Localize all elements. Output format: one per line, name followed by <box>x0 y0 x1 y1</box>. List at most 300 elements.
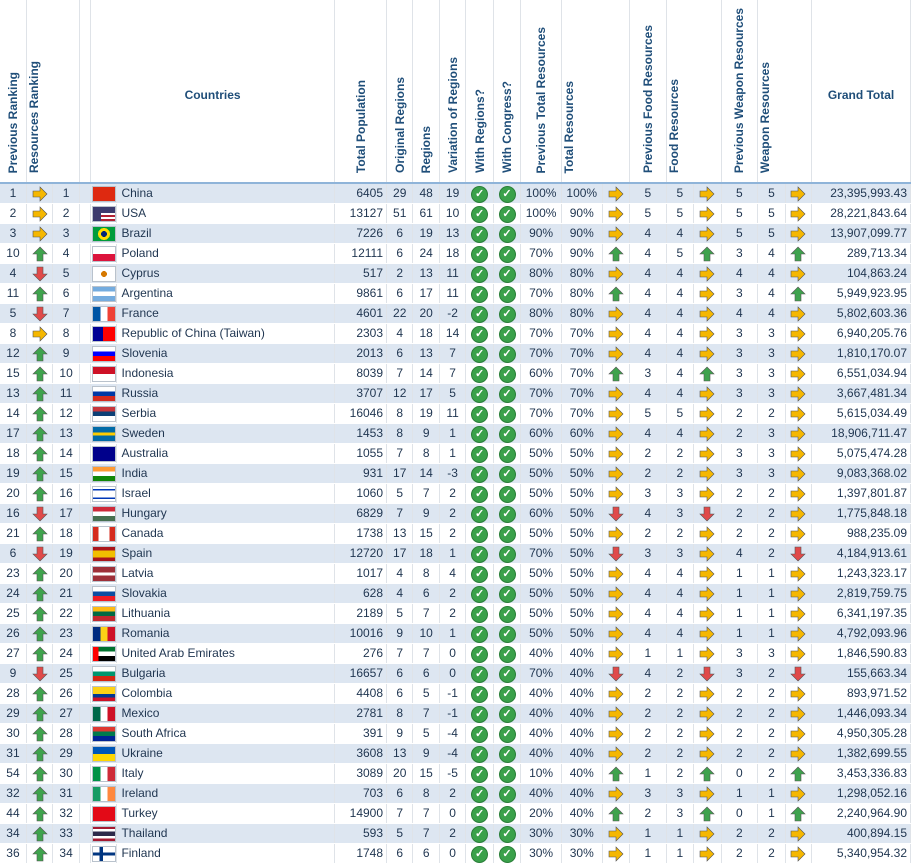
cell-original-regions[interactable]: 6 <box>387 684 413 704</box>
cell-variation-of-regions[interactable]: -5 <box>439 764 465 784</box>
cell-resources-ranking[interactable]: 5 <box>53 264 79 284</box>
cell-previous-ranking[interactable]: 31 <box>0 744 26 764</box>
table-row[interactable] <box>0 784 911 804</box>
cell-weapon-resources[interactable]: 5 <box>758 204 785 224</box>
cell-variation-of-regions[interactable]: 1 <box>439 624 465 644</box>
cell-weapon-resources[interactable]: 2 <box>758 544 785 564</box>
cell-country[interactable]: Indonesia <box>117 364 335 384</box>
cell-variation-of-regions[interactable]: 0 <box>439 844 465 864</box>
cell-resources-ranking[interactable]: 33 <box>53 824 79 844</box>
cell-previous-weapon-resources[interactable]: 2 <box>721 844 758 864</box>
cell-food-resources[interactable]: 1 <box>666 844 693 864</box>
table-row[interactable] <box>0 704 911 724</box>
cell-regions[interactable]: 15 <box>413 524 439 544</box>
cell-resources-ranking[interactable]: 24 <box>53 644 79 664</box>
cell-previous-food-resources[interactable]: 1 <box>630 844 667 864</box>
cell-country[interactable]: Turkey <box>117 804 335 824</box>
cell-total-resources[interactable]: 40% <box>561 644 602 664</box>
cell-regions[interactable]: 61 <box>413 204 439 224</box>
cell-regions[interactable]: 7 <box>413 824 439 844</box>
table-row[interactable] <box>0 724 911 744</box>
cell-previous-total-resources[interactable]: 70% <box>521 324 562 344</box>
cell-previous-food-resources[interactable]: 1 <box>630 644 667 664</box>
cell-original-regions[interactable]: 6 <box>387 284 413 304</box>
cell-country[interactable]: India <box>117 464 335 484</box>
cell-previous-food-resources[interactable]: 5 <box>630 404 667 424</box>
cell-food-resources[interactable]: 4 <box>666 264 693 284</box>
cell-resources-ranking[interactable]: 19 <box>53 544 79 564</box>
cell-previous-food-resources[interactable]: 2 <box>630 704 667 724</box>
cell-regions[interactable]: 6 <box>413 664 439 684</box>
header-total-population[interactable]: Total Population <box>335 0 387 183</box>
cell-variation-of-regions[interactable]: 10 <box>439 204 465 224</box>
table-row[interactable] <box>0 844 911 864</box>
cell-country[interactable]: Sweden <box>117 424 335 444</box>
cell-food-resources[interactable]: 4 <box>666 584 693 604</box>
cell-weapon-resources[interactable]: 1 <box>758 564 785 584</box>
cell-resources-ranking[interactable]: 18 <box>53 524 79 544</box>
cell-total-resources[interactable]: 50% <box>561 604 602 624</box>
header-with-regions[interactable]: With Regions? <box>466 0 493 183</box>
cell-regions[interactable]: 24 <box>413 244 439 264</box>
cell-grand-total[interactable]: 1,446,093.34 <box>812 704 911 724</box>
cell-total-resources[interactable]: 50% <box>561 464 602 484</box>
cell-previous-weapon-resources[interactable]: 1 <box>721 564 758 584</box>
cell-previous-food-resources[interactable]: 4 <box>630 264 667 284</box>
table-row[interactable] <box>0 284 911 304</box>
cell-grand-total[interactable]: 5,802,603.36 <box>812 304 911 324</box>
cell-regions[interactable]: 17 <box>413 384 439 404</box>
cell-previous-ranking[interactable]: 8 <box>0 324 26 344</box>
cell-total-population[interactable]: 16046 <box>335 404 387 424</box>
cell-weapon-resources[interactable]: 1 <box>758 624 785 644</box>
cell-previous-ranking[interactable]: 32 <box>0 784 26 804</box>
cell-food-resources[interactable]: 2 <box>666 744 693 764</box>
cell-previous-ranking[interactable]: 2 <box>0 204 26 224</box>
cell-grand-total[interactable]: 155,663.34 <box>812 664 911 684</box>
cell-total-resources[interactable]: 80% <box>561 304 602 324</box>
cell-previous-weapon-resources[interactable]: 2 <box>721 524 758 544</box>
header-with-congress[interactable]: With Congress? <box>493 0 520 183</box>
cell-total-resources[interactable]: 40% <box>561 664 602 684</box>
cell-previous-total-resources[interactable]: 70% <box>521 344 562 364</box>
cell-regions[interactable]: 8 <box>413 564 439 584</box>
cell-previous-ranking[interactable]: 13 <box>0 384 26 404</box>
cell-previous-ranking[interactable]: 4 <box>0 264 26 284</box>
cell-food-resources[interactable]: 4 <box>666 364 693 384</box>
cell-previous-total-resources[interactable]: 30% <box>521 844 562 864</box>
cell-variation-of-regions[interactable]: 2 <box>439 824 465 844</box>
cell-weapon-resources[interactable]: 2 <box>758 764 785 784</box>
cell-country[interactable]: Italy <box>117 764 335 784</box>
cell-previous-weapon-resources[interactable]: 4 <box>721 544 758 564</box>
table-row[interactable] <box>0 584 911 604</box>
cell-resources-ranking[interactable]: 27 <box>53 704 79 724</box>
cell-total-resources[interactable]: 40% <box>561 724 602 744</box>
cell-food-resources[interactable]: 5 <box>666 204 693 224</box>
cell-grand-total[interactable]: 988,235.09 <box>812 524 911 544</box>
cell-resources-ranking[interactable]: 16 <box>53 484 79 504</box>
cell-regions[interactable]: 5 <box>413 724 439 744</box>
cell-weapon-resources[interactable]: 2 <box>758 504 785 524</box>
cell-regions[interactable]: 8 <box>413 444 439 464</box>
cell-resources-ranking[interactable]: 1 <box>53 183 79 204</box>
cell-previous-total-resources[interactable]: 40% <box>521 704 562 724</box>
cell-previous-total-resources[interactable]: 50% <box>521 484 562 504</box>
cell-previous-total-resources[interactable]: 50% <box>521 584 562 604</box>
cell-weapon-resources[interactable]: 2 <box>758 824 785 844</box>
header-previous-food-resources[interactable]: Previous Food Resources <box>630 0 667 183</box>
table-row[interactable] <box>0 524 911 544</box>
cell-grand-total[interactable]: 2,240,964.90 <box>812 804 911 824</box>
cell-total-population[interactable]: 3089 <box>335 764 387 784</box>
cell-previous-weapon-resources[interactable]: 3 <box>721 344 758 364</box>
cell-food-resources[interactable]: 5 <box>666 244 693 264</box>
cell-resources-ranking[interactable]: 17 <box>53 504 79 524</box>
cell-total-resources[interactable]: 70% <box>561 404 602 424</box>
cell-previous-weapon-resources[interactable]: 4 <box>721 304 758 324</box>
table-row[interactable] <box>0 804 911 824</box>
cell-total-population[interactable]: 4408 <box>335 684 387 704</box>
table-row[interactable] <box>0 344 911 364</box>
cell-total-population[interactable]: 6829 <box>335 504 387 524</box>
cell-variation-of-regions[interactable]: 0 <box>439 804 465 824</box>
cell-previous-weapon-resources[interactable]: 3 <box>721 364 758 384</box>
cell-weapon-resources[interactable]: 2 <box>758 664 785 684</box>
cell-food-resources[interactable]: 3 <box>666 784 693 804</box>
cell-previous-total-resources[interactable]: 50% <box>521 524 562 544</box>
cell-regions[interactable]: 19 <box>413 404 439 424</box>
header-resources-ranking[interactable]: Resources Ranking <box>26 0 79 183</box>
header-grand-total[interactable]: Grand Total <box>812 0 911 183</box>
cell-grand-total[interactable]: 1,243,323.17 <box>812 564 911 584</box>
cell-grand-total[interactable]: 5,075,474.28 <box>812 444 911 464</box>
cell-previous-weapon-resources[interactable]: 1 <box>721 584 758 604</box>
cell-weapon-resources[interactable]: 2 <box>758 744 785 764</box>
cell-weapon-resources[interactable]: 4 <box>758 264 785 284</box>
cell-resources-ranking[interactable]: 28 <box>53 724 79 744</box>
cell-weapon-resources[interactable]: 4 <box>758 304 785 324</box>
cell-previous-food-resources[interactable]: 4 <box>630 344 667 364</box>
cell-total-resources[interactable]: 50% <box>561 524 602 544</box>
cell-grand-total[interactable]: 3,453,336.83 <box>812 764 911 784</box>
cell-previous-food-resources[interactable]: 4 <box>630 584 667 604</box>
cell-regions[interactable]: 18 <box>413 544 439 564</box>
cell-previous-total-resources[interactable]: 40% <box>521 684 562 704</box>
cell-original-regions[interactable]: 7 <box>387 804 413 824</box>
cell-variation-of-regions[interactable]: 2 <box>439 784 465 804</box>
cell-resources-ranking[interactable]: 12 <box>53 404 79 424</box>
cell-previous-total-resources[interactable]: 70% <box>521 384 562 404</box>
cell-weapon-resources[interactable]: 2 <box>758 524 785 544</box>
cell-previous-weapon-resources[interactable]: 3 <box>721 244 758 264</box>
cell-previous-ranking[interactable]: 12 <box>0 344 26 364</box>
cell-total-population[interactable]: 2189 <box>335 604 387 624</box>
cell-food-resources[interactable]: 4 <box>666 604 693 624</box>
header-variation-of-regions[interactable]: Variation of Regions <box>439 0 465 183</box>
cell-country[interactable]: China <box>117 183 335 204</box>
cell-resources-ranking[interactable]: 10 <box>53 364 79 384</box>
cell-food-resources[interactable]: 1 <box>666 824 693 844</box>
cell-grand-total[interactable]: 1,397,801.87 <box>812 484 911 504</box>
cell-total-population[interactable]: 10016 <box>335 624 387 644</box>
cell-regions[interactable]: 7 <box>413 604 439 624</box>
cell-total-resources[interactable]: 50% <box>561 624 602 644</box>
cell-previous-food-resources[interactable]: 5 <box>630 204 667 224</box>
cell-country[interactable]: Latvia <box>117 564 335 584</box>
cell-previous-ranking[interactable]: 25 <box>0 604 26 624</box>
cell-previous-ranking[interactable]: 20 <box>0 484 26 504</box>
cell-grand-total[interactable]: 28,221,843.64 <box>812 204 911 224</box>
cell-grand-total[interactable]: 13,907,099.77 <box>812 224 911 244</box>
cell-previous-total-resources[interactable]: 50% <box>521 624 562 644</box>
cell-grand-total[interactable]: 4,184,913.61 <box>812 544 911 564</box>
cell-total-resources[interactable]: 90% <box>561 244 602 264</box>
header-previous-weapon-resources[interactable]: Previous Weapon Resources <box>721 0 758 183</box>
cell-food-resources[interactable]: 4 <box>666 344 693 364</box>
cell-weapon-resources[interactable]: 3 <box>758 344 785 364</box>
cell-previous-food-resources[interactable]: 4 <box>630 664 667 684</box>
cell-country[interactable]: Spain <box>117 544 335 564</box>
cell-total-population[interactable]: 1055 <box>335 444 387 464</box>
cell-weapon-resources[interactable]: 1 <box>758 584 785 604</box>
cell-previous-weapon-resources[interactable]: 2 <box>721 824 758 844</box>
cell-weapon-resources[interactable]: 2 <box>758 704 785 724</box>
cell-variation-of-regions[interactable]: 11 <box>439 264 465 284</box>
cell-previous-ranking[interactable]: 16 <box>0 504 26 524</box>
cell-country[interactable]: Brazil <box>117 224 335 244</box>
table-row[interactable] <box>0 484 911 504</box>
cell-weapon-resources[interactable]: 3 <box>758 464 785 484</box>
table-row[interactable] <box>0 544 911 564</box>
cell-variation-of-regions[interactable]: 7 <box>439 364 465 384</box>
cell-weapon-resources[interactable]: 2 <box>758 404 785 424</box>
table-row[interactable] <box>0 604 911 624</box>
cell-grand-total[interactable]: 1,775,848.18 <box>812 504 911 524</box>
table-row[interactable] <box>0 624 911 644</box>
cell-variation-of-regions[interactable]: 1 <box>439 424 465 444</box>
cell-previous-total-resources[interactable]: 50% <box>521 604 562 624</box>
cell-food-resources[interactable]: 4 <box>666 624 693 644</box>
cell-country[interactable]: Canada <box>117 524 335 544</box>
table-row[interactable] <box>0 204 911 224</box>
cell-total-population[interactable]: 593 <box>335 824 387 844</box>
cell-previous-total-resources[interactable]: 80% <box>521 264 562 284</box>
cell-original-regions[interactable]: 4 <box>387 584 413 604</box>
table-row[interactable] <box>0 424 911 444</box>
cell-country[interactable]: Lithuania <box>117 604 335 624</box>
cell-total-population[interactable]: 931 <box>335 464 387 484</box>
cell-country[interactable]: Argentina <box>117 284 335 304</box>
cell-regions[interactable]: 18 <box>413 324 439 344</box>
cell-resources-ranking[interactable]: 11 <box>53 384 79 404</box>
cell-grand-total[interactable]: 1,298,052.16 <box>812 784 911 804</box>
cell-previous-total-resources[interactable]: 60% <box>521 364 562 384</box>
cell-previous-weapon-resources[interactable]: 3 <box>721 464 758 484</box>
cell-previous-food-resources[interactable]: 4 <box>630 624 667 644</box>
cell-food-resources[interactable]: 3 <box>666 504 693 524</box>
cell-weapon-resources[interactable]: 4 <box>758 244 785 264</box>
cell-grand-total[interactable]: 5,340,954.32 <box>812 844 911 864</box>
cell-country[interactable]: Russia <box>117 384 335 404</box>
cell-resources-ranking[interactable]: 23 <box>53 624 79 644</box>
cell-country[interactable]: Colombia <box>117 684 335 704</box>
cell-original-regions[interactable]: 9 <box>387 724 413 744</box>
cell-total-resources[interactable]: 50% <box>561 484 602 504</box>
cell-previous-weapon-resources[interactable]: 2 <box>721 404 758 424</box>
cell-previous-food-resources[interactable]: 4 <box>630 224 667 244</box>
cell-original-regions[interactable]: 13 <box>387 744 413 764</box>
cell-previous-ranking[interactable]: 14 <box>0 404 26 424</box>
cell-previous-total-resources[interactable]: 100% <box>521 183 562 204</box>
cell-resources-ranking[interactable]: 20 <box>53 564 79 584</box>
cell-total-resources[interactable]: 40% <box>561 764 602 784</box>
cell-previous-total-resources[interactable]: 90% <box>521 224 562 244</box>
cell-total-population[interactable]: 9861 <box>335 284 387 304</box>
cell-resources-ranking[interactable]: 34 <box>53 844 79 864</box>
header-previous-ranking[interactable]: Previous Ranking <box>0 0 26 183</box>
cell-previous-ranking[interactable]: 5 <box>0 304 26 324</box>
cell-regions[interactable]: 6 <box>413 844 439 864</box>
cell-original-regions[interactable]: 4 <box>387 564 413 584</box>
cell-total-population[interactable]: 517 <box>335 264 387 284</box>
cell-previous-food-resources[interactable]: 2 <box>630 684 667 704</box>
cell-previous-weapon-resources[interactable]: 2 <box>721 504 758 524</box>
cell-regions[interactable]: 19 <box>413 224 439 244</box>
cell-previous-food-resources[interactable]: 4 <box>630 304 667 324</box>
cell-total-resources[interactable]: 50% <box>561 444 602 464</box>
cell-previous-food-resources[interactable]: 4 <box>630 504 667 524</box>
cell-previous-food-resources[interactable]: 1 <box>630 764 667 784</box>
cell-variation-of-regions[interactable]: 11 <box>439 404 465 424</box>
cell-original-regions[interactable]: 7 <box>387 364 413 384</box>
cell-total-population[interactable]: 13127 <box>335 204 387 224</box>
cell-food-resources[interactable]: 2 <box>666 724 693 744</box>
cell-previous-food-resources[interactable]: 2 <box>630 464 667 484</box>
cell-total-resources[interactable]: 50% <box>561 504 602 524</box>
cell-resources-ranking[interactable]: 25 <box>53 664 79 684</box>
cell-weapon-resources[interactable]: 2 <box>758 844 785 864</box>
cell-grand-total[interactable]: 5,949,923.95 <box>812 284 911 304</box>
cell-weapon-resources[interactable]: 5 <box>758 224 785 244</box>
cell-original-regions[interactable]: 6 <box>387 344 413 364</box>
cell-weapon-resources[interactable]: 5 <box>758 183 785 204</box>
cell-grand-total[interactable]: 893,971.52 <box>812 684 911 704</box>
cell-previous-weapon-resources[interactable]: 1 <box>721 604 758 624</box>
cell-weapon-resources[interactable]: 3 <box>758 424 785 444</box>
cell-resources-ranking[interactable]: 7 <box>53 304 79 324</box>
cell-food-resources[interactable]: 2 <box>666 764 693 784</box>
cell-variation-of-regions[interactable]: 13 <box>439 224 465 244</box>
cell-country[interactable]: USA <box>117 204 335 224</box>
cell-resources-ranking[interactable]: 4 <box>53 244 79 264</box>
cell-total-population[interactable]: 1738 <box>335 524 387 544</box>
cell-total-resources[interactable]: 40% <box>561 804 602 824</box>
cell-previous-food-resources[interactable]: 2 <box>630 444 667 464</box>
cell-original-regions[interactable]: 13 <box>387 524 413 544</box>
cell-country[interactable]: Finland <box>117 844 335 864</box>
cell-variation-of-regions[interactable]: -1 <box>439 684 465 704</box>
cell-variation-of-regions[interactable]: 4 <box>439 564 465 584</box>
cell-previous-total-resources[interactable]: 80% <box>521 304 562 324</box>
cell-total-resources[interactable]: 40% <box>561 704 602 724</box>
cell-total-population[interactable]: 2013 <box>335 344 387 364</box>
cell-resources-ranking[interactable]: 26 <box>53 684 79 704</box>
cell-weapon-resources[interactable]: 3 <box>758 384 785 404</box>
cell-total-population[interactable]: 4601 <box>335 304 387 324</box>
cell-country[interactable]: Slovenia <box>117 344 335 364</box>
cell-total-population[interactable]: 8039 <box>335 364 387 384</box>
cell-variation-of-regions[interactable]: -2 <box>439 304 465 324</box>
cell-resources-ranking[interactable]: 21 <box>53 584 79 604</box>
cell-previous-total-resources[interactable]: 70% <box>521 404 562 424</box>
cell-regions[interactable]: 9 <box>413 504 439 524</box>
cell-country[interactable]: Thailand <box>117 824 335 844</box>
cell-original-regions[interactable]: 12 <box>387 384 413 404</box>
cell-total-population[interactable]: 6405 <box>335 183 387 204</box>
cell-total-population[interactable]: 3608 <box>335 744 387 764</box>
cell-previous-ranking[interactable]: 44 <box>0 804 26 824</box>
cell-original-regions[interactable]: 20 <box>387 764 413 784</box>
cell-original-regions[interactable]: 6 <box>387 244 413 264</box>
cell-previous-food-resources[interactable]: 2 <box>630 724 667 744</box>
cell-country[interactable]: United Arab Emirates <box>117 644 335 664</box>
cell-country[interactable]: Romania <box>117 624 335 644</box>
cell-weapon-resources[interactable]: 1 <box>758 784 785 804</box>
cell-weapon-resources[interactable]: 3 <box>758 324 785 344</box>
cell-regions[interactable]: 7 <box>413 704 439 724</box>
table-row[interactable] <box>0 464 911 484</box>
cell-food-resources[interactable]: 3 <box>666 804 693 824</box>
cell-food-resources[interactable]: 3 <box>666 484 693 504</box>
cell-original-regions[interactable]: 8 <box>387 404 413 424</box>
cell-previous-ranking[interactable]: 23 <box>0 564 26 584</box>
cell-regions[interactable]: 6 <box>413 584 439 604</box>
cell-previous-weapon-resources[interactable]: 3 <box>721 384 758 404</box>
cell-variation-of-regions[interactable]: -4 <box>439 744 465 764</box>
cell-variation-of-regions[interactable]: 11 <box>439 284 465 304</box>
cell-weapon-resources[interactable]: 2 <box>758 484 785 504</box>
cell-previous-total-resources[interactable]: 100% <box>521 204 562 224</box>
cell-original-regions[interactable]: 6 <box>387 844 413 864</box>
table-row[interactable] <box>0 244 911 264</box>
cell-regions[interactable]: 9 <box>413 744 439 764</box>
cell-total-resources[interactable]: 90% <box>561 204 602 224</box>
cell-regions[interactable]: 17 <box>413 284 439 304</box>
cell-country[interactable]: France <box>117 304 335 324</box>
table-row[interactable] <box>0 664 911 684</box>
cell-grand-total[interactable]: 1,810,170.07 <box>812 344 911 364</box>
header-original-regions[interactable]: Original Regions <box>387 0 413 183</box>
cell-total-resources[interactable]: 40% <box>561 744 602 764</box>
cell-food-resources[interactable]: 2 <box>666 524 693 544</box>
cell-total-resources[interactable]: 80% <box>561 284 602 304</box>
cell-previous-weapon-resources[interactable]: 2 <box>721 724 758 744</box>
header-total-resources[interactable]: Total Resources <box>561 0 629 183</box>
cell-country[interactable]: Australia <box>117 444 335 464</box>
cell-original-regions[interactable]: 8 <box>387 424 413 444</box>
cell-previous-ranking[interactable]: 29 <box>0 704 26 724</box>
cell-previous-weapon-resources[interactable]: 2 <box>721 744 758 764</box>
header-countries[interactable]: Countries <box>91 0 335 183</box>
cell-total-population[interactable]: 2781 <box>335 704 387 724</box>
cell-grand-total[interactable]: 2,819,759.75 <box>812 584 911 604</box>
cell-resources-ranking[interactable]: 31 <box>53 784 79 804</box>
cell-original-regions[interactable]: 17 <box>387 544 413 564</box>
cell-original-regions[interactable]: 6 <box>387 664 413 684</box>
header-previous-total-resources[interactable]: Previous Total Resources <box>521 0 562 183</box>
cell-previous-food-resources[interactable]: 4 <box>630 284 667 304</box>
